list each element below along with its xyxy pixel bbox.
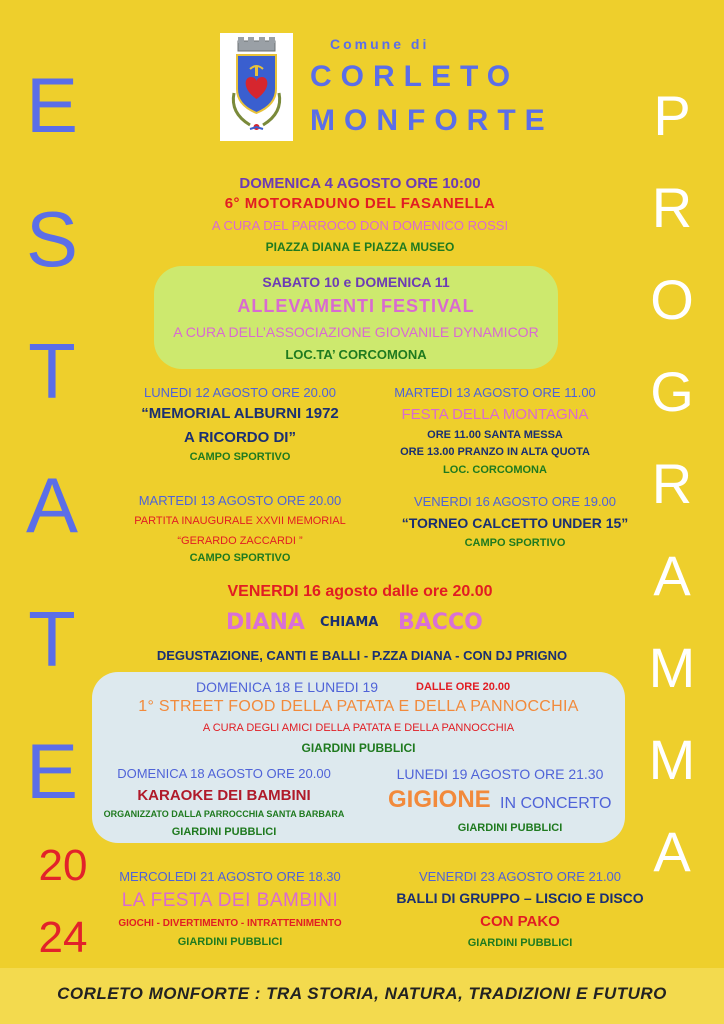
- estate-letter: E: [25, 727, 79, 815]
- event4-date: MARTEDI 13 AGOSTO ORE 11.00: [394, 385, 596, 400]
- programma-letter: G: [650, 360, 694, 423]
- event12-subtitle: CON PAKO: [480, 913, 560, 930]
- event5-subtitle: “GERARDO ZACCARDI ”: [177, 535, 303, 547]
- event8-title: 1° STREET FOOD DELLA PATATA E DELLA PANNOCCHIA: [138, 698, 579, 715]
- event7-name-bacco: BACCO: [398, 610, 483, 635]
- event7-name-chiama: CHIAMA: [320, 615, 379, 630]
- event2-organizer: A CURA DELL’ASSOCIAZIONE GIOVANILE DYNAMICOR: [173, 324, 539, 340]
- event1-title: 6° MOTORADUNO DEL FASANELLA: [224, 195, 496, 212]
- event4-line1: ORE 11.00 SANTA MESSA: [427, 429, 563, 441]
- event8-date: DOMENICA 18 E LUNEDI 19: [196, 679, 379, 695]
- programma-letter: R: [651, 452, 693, 515]
- programma-letter: M: [648, 728, 696, 791]
- town-name-line2: MONFORTE: [310, 104, 554, 137]
- event8-time: DALLE ORE 20.00: [416, 681, 511, 693]
- event5-place: CAMPO SPORTIVO: [189, 552, 291, 564]
- event11-date: MERCOLEDI 21 AGOSTO ORE 18.30: [119, 869, 341, 884]
- event2-place: LOC.TA’ CORCOMONA: [285, 347, 427, 362]
- event10-title-big: GIGIONE: [388, 786, 491, 813]
- estate-letter: S: [25, 195, 79, 283]
- event3-title1: “MEMORIAL ALBURNI 1972: [141, 405, 339, 422]
- event1-place: PIAZZA DIANA E PIAZZA MUSEO: [265, 240, 455, 254]
- estate-letter: T: [28, 327, 76, 415]
- event12-place: GIARDINI PUBBLICI: [467, 937, 573, 949]
- event5-date: MARTEDI 13 AGOSTO ORE 20.00: [138, 493, 342, 508]
- event9-organizer: ORGANIZZATO DALLA PARROCCHIA SANTA BARBARA: [103, 809, 345, 819]
- estate-letter: T: [28, 595, 76, 683]
- footer-slogan: CORLETO MONFORTE : TRA STORIA, NATURA, TRADIZIONI E FUTURO: [57, 984, 667, 1003]
- event3-place: CAMPO SPORTIVO: [189, 451, 291, 463]
- event12-date: VENERDI 23 AGOSTO ORE 21.00: [418, 869, 622, 884]
- programma-letter: A: [653, 544, 691, 607]
- event4-title: FESTA DELLA MONTAGNA: [401, 406, 589, 423]
- event11-place: GIARDINI PUBBLICI: [177, 936, 283, 948]
- event11-title: LA FESTA DEI BAMBINI: [121, 890, 339, 911]
- year-bottom: 24: [38, 913, 88, 962]
- event9-title: KARAOKE DEI BAMBINI: [137, 787, 311, 804]
- event6-place: CAMPO SPORTIVO: [464, 537, 566, 549]
- programma-letter: P: [653, 84, 691, 147]
- event10-title-small: IN CONCERTO: [500, 795, 612, 812]
- event4-line2: ORE 13.00 PRANZO IN ALTA QUOTA: [400, 446, 590, 458]
- event3-date: LUNEDI 12 AGOSTO ORE 20.00: [144, 385, 336, 400]
- estate-letter: A: [25, 461, 79, 549]
- event2-date: SABATO 10 e DOMENICA 11: [262, 274, 450, 290]
- event2-title: ALLEVAMENTI FESTIVAL: [237, 296, 475, 316]
- comune-di-label: Comune di: [330, 36, 430, 52]
- programma-letter: M: [648, 636, 696, 699]
- event7-details: DEGUSTAZIONE, CANTI E BALLI - P.ZZA DIANA - CON DJ PRIGNO: [156, 648, 568, 663]
- event7-name-diana: DIANA: [226, 610, 305, 635]
- town-crest-logo: [220, 33, 293, 141]
- programma-letter: A: [653, 820, 691, 883]
- estate-letter: E: [25, 61, 79, 149]
- event1-organizer: A CURA DEL PARROCO DON DOMENICO ROSSI: [211, 218, 509, 233]
- event1-date: DOMENICA 4 AGOSTO ORE 10:00: [239, 175, 481, 192]
- event10-place: GIARDINI PUBBLICI: [457, 822, 563, 834]
- event10-date: LUNEDI 19 AGOSTO ORE 21.30: [396, 766, 604, 782]
- event8-place: GIARDINI PUBBLICI: [301, 741, 416, 755]
- event7-date: VENERDI 16 agosto dalle ore 20.00: [227, 583, 493, 600]
- programma-letter: O: [650, 268, 694, 331]
- year-top: 20: [38, 841, 88, 890]
- event9-date: DOMENICA 18 AGOSTO ORE 20.00: [117, 766, 331, 781]
- event4-place: LOC. CORCOMONA: [443, 464, 547, 476]
- event9-place: GIARDINI PUBBLICI: [171, 826, 277, 838]
- event12-title: BALLI DI GRUPPO – LISCIO E DISCO: [396, 890, 644, 906]
- event6-date: VENERDI 16 AGOSTO ORE 19.00: [413, 494, 617, 509]
- event8-organizer: A CURA DEGLI AMICI DELLA PATATA E DELLA PANNOCCHIA: [202, 722, 515, 734]
- town-name-line1: CORLETO: [310, 60, 520, 93]
- event6-title: “TORNEO CALCETTO UNDER 15”: [401, 515, 629, 531]
- event3-title2: A RICORDO DI”: [184, 429, 296, 446]
- event11-subtitle: GIOCHI - DIVERTIMENTO - INTRATTENIMENTO: [118, 918, 342, 929]
- programma-letter: R: [651, 176, 693, 239]
- event5-title: PARTITA INAUGURALE XXVII MEMORIAL: [134, 515, 346, 527]
